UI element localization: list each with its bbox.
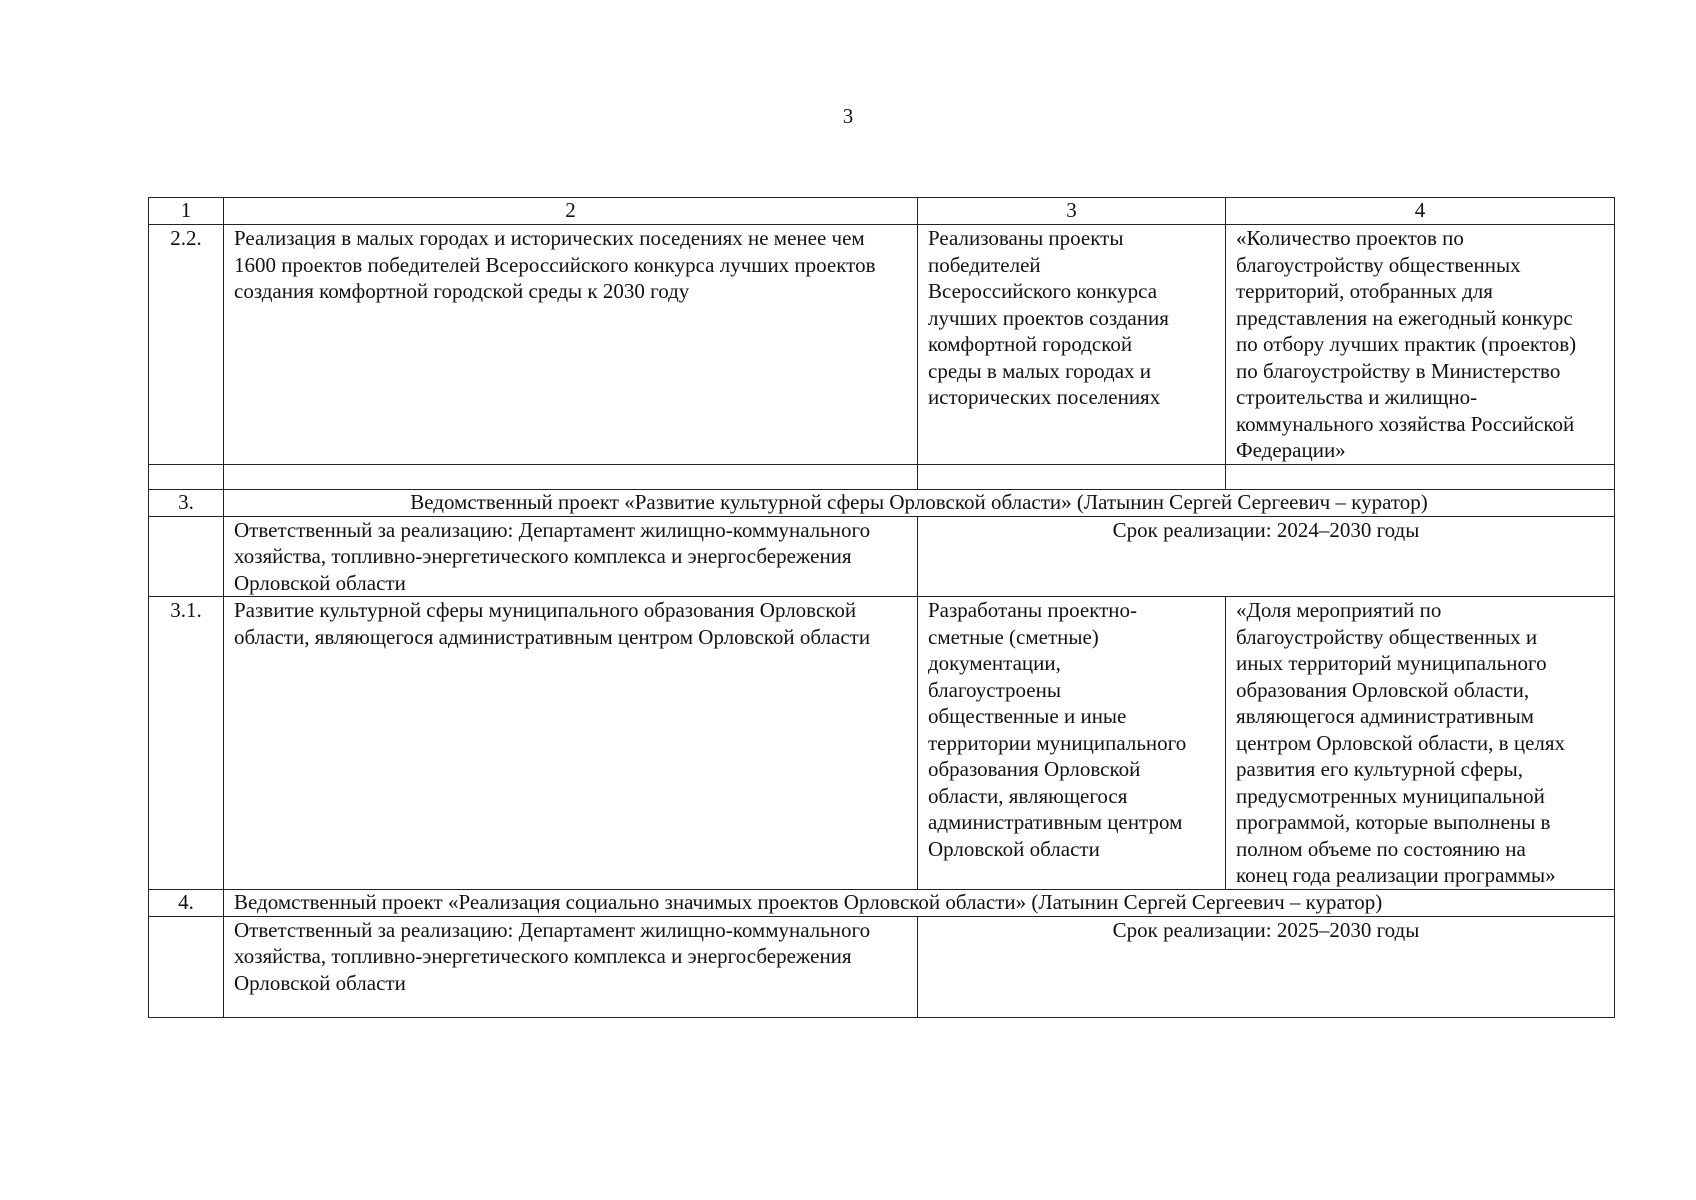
responsible-row-4 (149, 916, 1615, 1017)
empty-cell (224, 464, 918, 489)
empty-row (149, 464, 1615, 489)
measures-table (148, 197, 1615, 1018)
empty-cell (149, 464, 224, 489)
empty-cell (918, 464, 1226, 489)
row-number: 3.1. (149, 597, 224, 890)
column-number-3: 3 (918, 198, 1226, 225)
term-cell: Срок реализации: 2024–2030 годы (918, 516, 1615, 597)
column-number-4: 4 (1226, 198, 1615, 225)
term-cell: Срок реализации: 2025–2030 годы (918, 916, 1615, 1017)
section-row-3 (149, 489, 1615, 516)
section-number: 4. (149, 889, 224, 916)
responsible-cell: Ответственный за реализацию: Департамент жилищно-коммунального хозяйства, топливно-энергетического комплекса и энергосбережения Орловской области (224, 516, 918, 597)
section-row-4 (149, 889, 1615, 916)
task-cell: Реализация в малых городах и исторических поседениях не менее чем 1600 проектов победителей Всероссийского конкурса лучших проектов создания комфортной городской среды к 2030 году (224, 225, 918, 465)
effect-cell: Разработаны проектно- сметные (сметные) документации, благоустроены общественные и иные территории муниципального образования Орловской области, являющегося административным центром Орловской области (918, 597, 1226, 890)
empty-cell (1226, 464, 1615, 489)
row-number: 2.2. (149, 225, 224, 465)
table-header-row (149, 198, 1615, 225)
column-number-2: 2 (224, 198, 918, 225)
effect-cell: Реализованы проекты победителей Всероссийского конкурса лучших проектов создания комфортной городской среды в малых городах и исторических поселениях (918, 225, 1226, 465)
table-row-3-1 (149, 597, 1615, 890)
indicator-cell: «Количество проектов по благоустройству общественных территорий, отобранных для представления на ежегодный конкурс по отбору лучших практик (проектов) по благоустройству в Министерство строительства и жилищно- коммунального хозяйства Российской Федерации» (1226, 225, 1615, 465)
table-row-2-2 (149, 225, 1615, 465)
section-number: 3. (149, 489, 224, 516)
column-number-1: 1 (149, 198, 224, 225)
task-cell: Развитие культурной сферы муниципального образования Орловской области, являющегося административным центром Орловской области (224, 597, 918, 890)
section-title: Ведомственный проект «Развитие культурной сферы Орловской области» (Латынин Сергей Сергеевич – куратор) (224, 489, 1615, 516)
empty-cell (149, 516, 224, 597)
responsible-row-3 (149, 516, 1615, 597)
indicator-cell: «Доля мероприятий по благоустройству общественных и иных территорий муниципального образования Орловской области, являющегося административным центром Орловской области, в целях развития его культурной сферы, предусмотренных муниципальной программой, которые выполнены в полном объеме по состоянию на конец года реализации программы» (1226, 597, 1615, 890)
section-title: Ведомственный проект «Реализация социально значимых проектов Орловской области» (Латынин Сергей Сергеевич – куратор) (224, 889, 1615, 916)
page-number: 3 (842, 104, 854, 128)
responsible-cell: Ответственный за реализацию: Департамент жилищно-коммунального хозяйства, топливно-энергетического комплекса и энергосбережения Орловской области (224, 916, 918, 1017)
empty-cell (149, 916, 224, 1017)
